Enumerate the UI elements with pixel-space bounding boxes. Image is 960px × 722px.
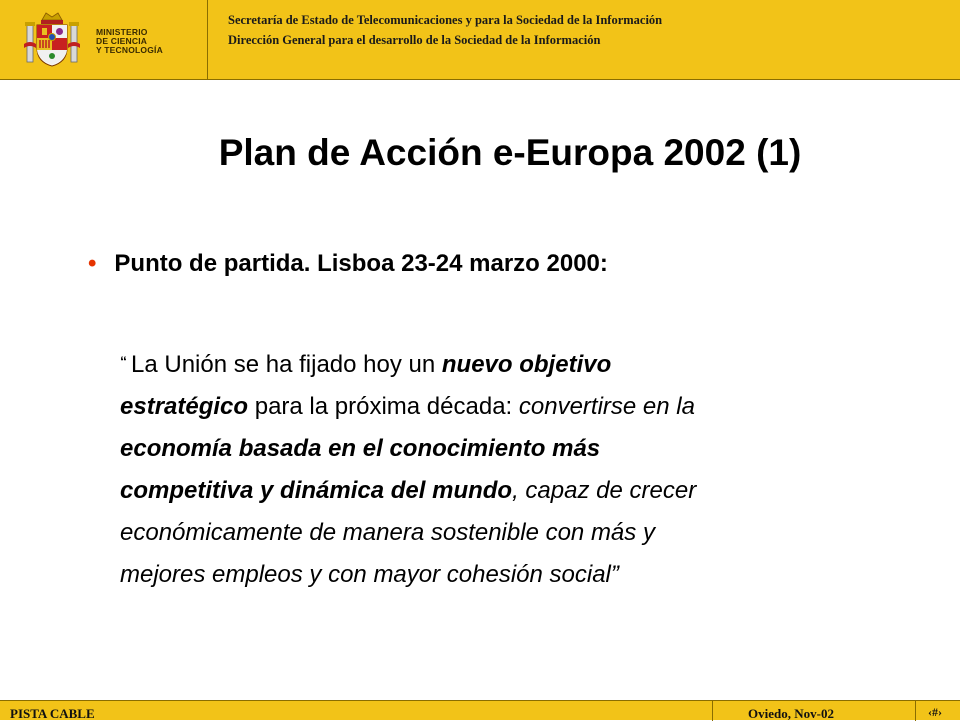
bullet-item [88,250,888,278]
footer-event: PISTA CABLE [10,706,95,721]
ministry-line: Y TECNOLOGÍA [96,45,163,55]
quote-emphasis: competitiva y dinámica del mundo [120,477,513,504]
quote-text: La Unión se ha fijado hoy un [131,351,442,378]
footer-bar [0,700,960,720]
ministry-line: MINISTERIO [96,27,148,37]
quote-block [120,340,920,596]
quote-line-1 [120,340,920,386]
header-line-secretaria: Secretaría de Estado de Telecomunicaciones y para la Sociedad de la Información [228,13,663,27]
quote-italic: , capaz de crecer [512,477,697,504]
footer-location-date: Oviedo, Nov-02 [748,706,834,721]
header-text [228,10,662,50]
quote-emphasis: estratégico [120,393,249,420]
footer-divider [712,701,713,721]
footer-divider [915,701,916,721]
slide-title: Plan de Acción e-Europa 2002 (1) [218,132,802,173]
quote-emphasis: economía basada en el conocimiento más [120,435,601,462]
quote-italic: económicamente de manera sostenible con más y [120,519,655,546]
quote-text: para la próxima década: [248,393,519,420]
quote-line-6 [120,554,920,596]
bullet-dot-icon: • [88,250,97,277]
quote-line-3 [120,428,920,470]
ministry-name [96,28,163,55]
quote-line-4 [120,470,920,512]
quote-italic: mejores empleos y con mayor cohesión social” [120,561,619,588]
quote-emphasis: nuevo objetivo [441,351,612,378]
ministry-line: DE CIENCIA [96,36,148,46]
page-number: ‹#› [928,705,942,719]
open-quote-mark: “ [120,353,127,369]
coat-of-arms-icon [22,10,82,68]
quote-italic: convertirse en la [518,393,695,420]
ministry-logo [8,0,208,79]
quote-line-5 [120,512,920,554]
header-banner [0,0,960,80]
header-line-direccion: Dirección General para el desarrollo de la Sociedad de la Información [228,33,601,47]
bullet-text: Punto de partida. Lisboa 23-24 marzo 2000: [114,250,608,277]
quote-line-2 [120,386,920,428]
